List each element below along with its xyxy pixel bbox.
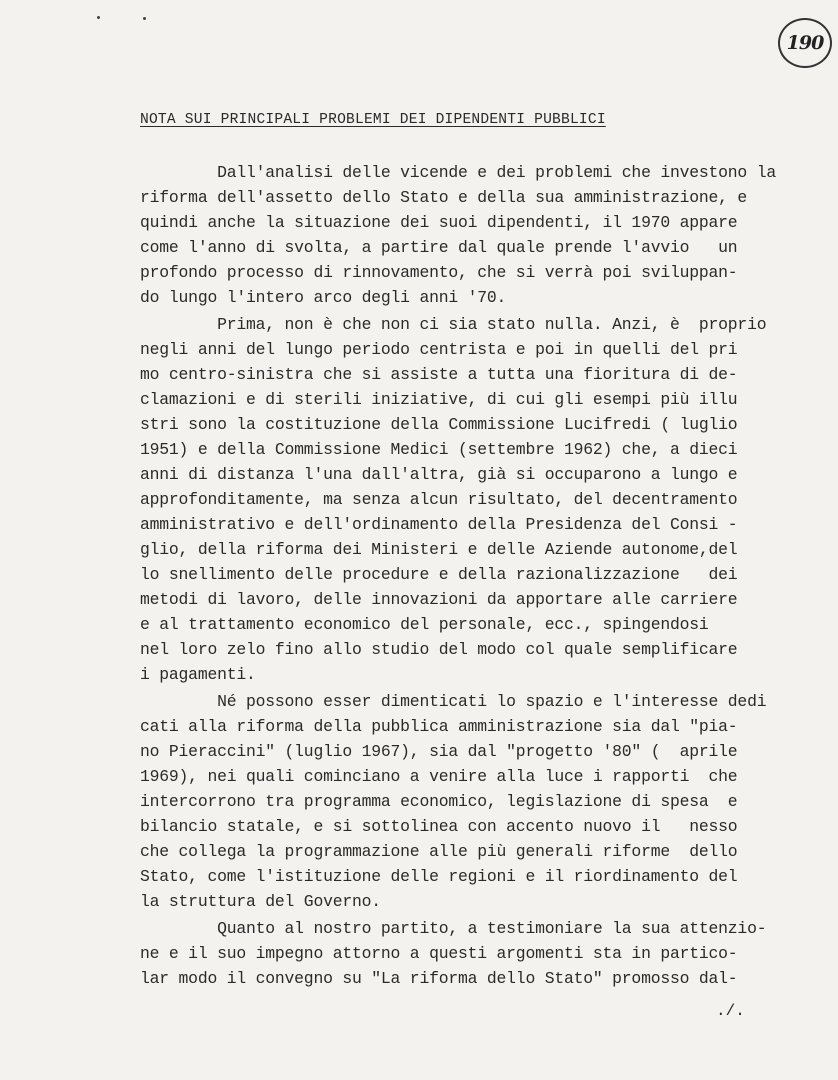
text-line: riforma dell'assetto dello Stato e della sua amministrazione, e	[140, 188, 748, 207]
text-line: cati alla riforma della pubblica amministrazione sia dal "pia-	[140, 717, 738, 736]
text-line: Prima, non è che non ci sia stato nulla. Anzi, è proprio	[140, 315, 767, 334]
text-line: 1951) e della Commissione Medici (settembre 1962) che, a dieci	[140, 440, 738, 459]
text-line: come l'anno di svolta, a partire dal quale prende l'avvio un	[140, 238, 738, 257]
text-line: negli anni del lungo periodo centrista e poi in quelli del pri	[140, 340, 738, 359]
text-line: che collega la programmazione alle più generali riforme dello	[140, 842, 738, 861]
text-line: glio, della riforma dei Ministeri e delle Aziende autonome,del	[140, 540, 738, 559]
text-line: Né possono esser dimenticati lo spazio e l'interesse dedi	[140, 692, 767, 711]
document-title: NOTA SUI PRINCIPALI PROBLEMI DEI DIPENDENTI PUBBLICI	[140, 112, 606, 128]
text-line: no Pieraccini" (luglio 1967), sia dal "progetto '80" ( aprile	[140, 742, 738, 761]
text-line: anni di distanza l'una dall'altra, già si occuparono a lungo e	[140, 465, 738, 484]
text-line: stri sono la costituzione della Commissione Lucifredi ( luglio	[140, 415, 738, 434]
text-line: intercorrono tra programma economico, legislazione di spesa e	[140, 792, 738, 811]
text-line: approfonditamente, ma senza alcun risultato, del decentramento	[140, 490, 738, 509]
text-line: do lungo l'intero arco degli anni '70.	[140, 288, 507, 307]
punch-mark	[97, 16, 100, 19]
text-line: lar modo il convegno su "La riforma dello Stato" promosso dal-	[140, 969, 738, 988]
text-line: quindi anche la situazione dei suoi dipendenti, il 1970 appare	[140, 213, 738, 232]
text-line: metodi di lavoro, delle innovazioni da apportare alle carriere	[140, 590, 738, 609]
punch-mark	[143, 17, 146, 20]
text-line: Quanto al nostro partito, a testimoniare la sua attenzio-	[140, 919, 767, 938]
text-line: mo centro-sinistra che si assiste a tutta una fioritura di de-	[140, 365, 738, 384]
text-line: Stato, come l'istituzione delle regioni e il riordinamento del	[140, 867, 738, 886]
text-line: lo snellimento delle procedure e della razionalizzazione dei	[140, 565, 738, 584]
text-line: la struttura del Governo.	[140, 892, 381, 911]
text-line: bilancio statale, e si sottolinea con accento nuovo il nesso	[140, 817, 738, 836]
continuation-mark: ./.	[716, 1002, 745, 1020]
text-line: 1969), nei quali cominciano a venire alla luce i rapporti che	[140, 767, 738, 786]
text-line: e al trattamento economico del personale, ecc., spingendosi	[140, 615, 709, 634]
page-number-stamp: 190	[778, 18, 832, 68]
text-line: profondo processo di rinnovamento, che si verrà poi sviluppan-	[140, 263, 738, 282]
text-line: amministrativo e dell'ordinamento della Presidenza del Consi -	[140, 515, 738, 534]
text-line: nel loro zelo fino allo studio del modo col quale semplificare	[140, 640, 738, 659]
text-line: clamazioni e di sterili iniziative, di cui gli esempi più illu	[140, 390, 738, 409]
text-line: Dall'analisi delle vicende e dei problemi che investono la	[140, 163, 776, 182]
text-line: ne e il suo impegno attorno a questi argomenti sta in partico-	[140, 944, 738, 963]
text-line: i pagamenti.	[140, 665, 256, 684]
